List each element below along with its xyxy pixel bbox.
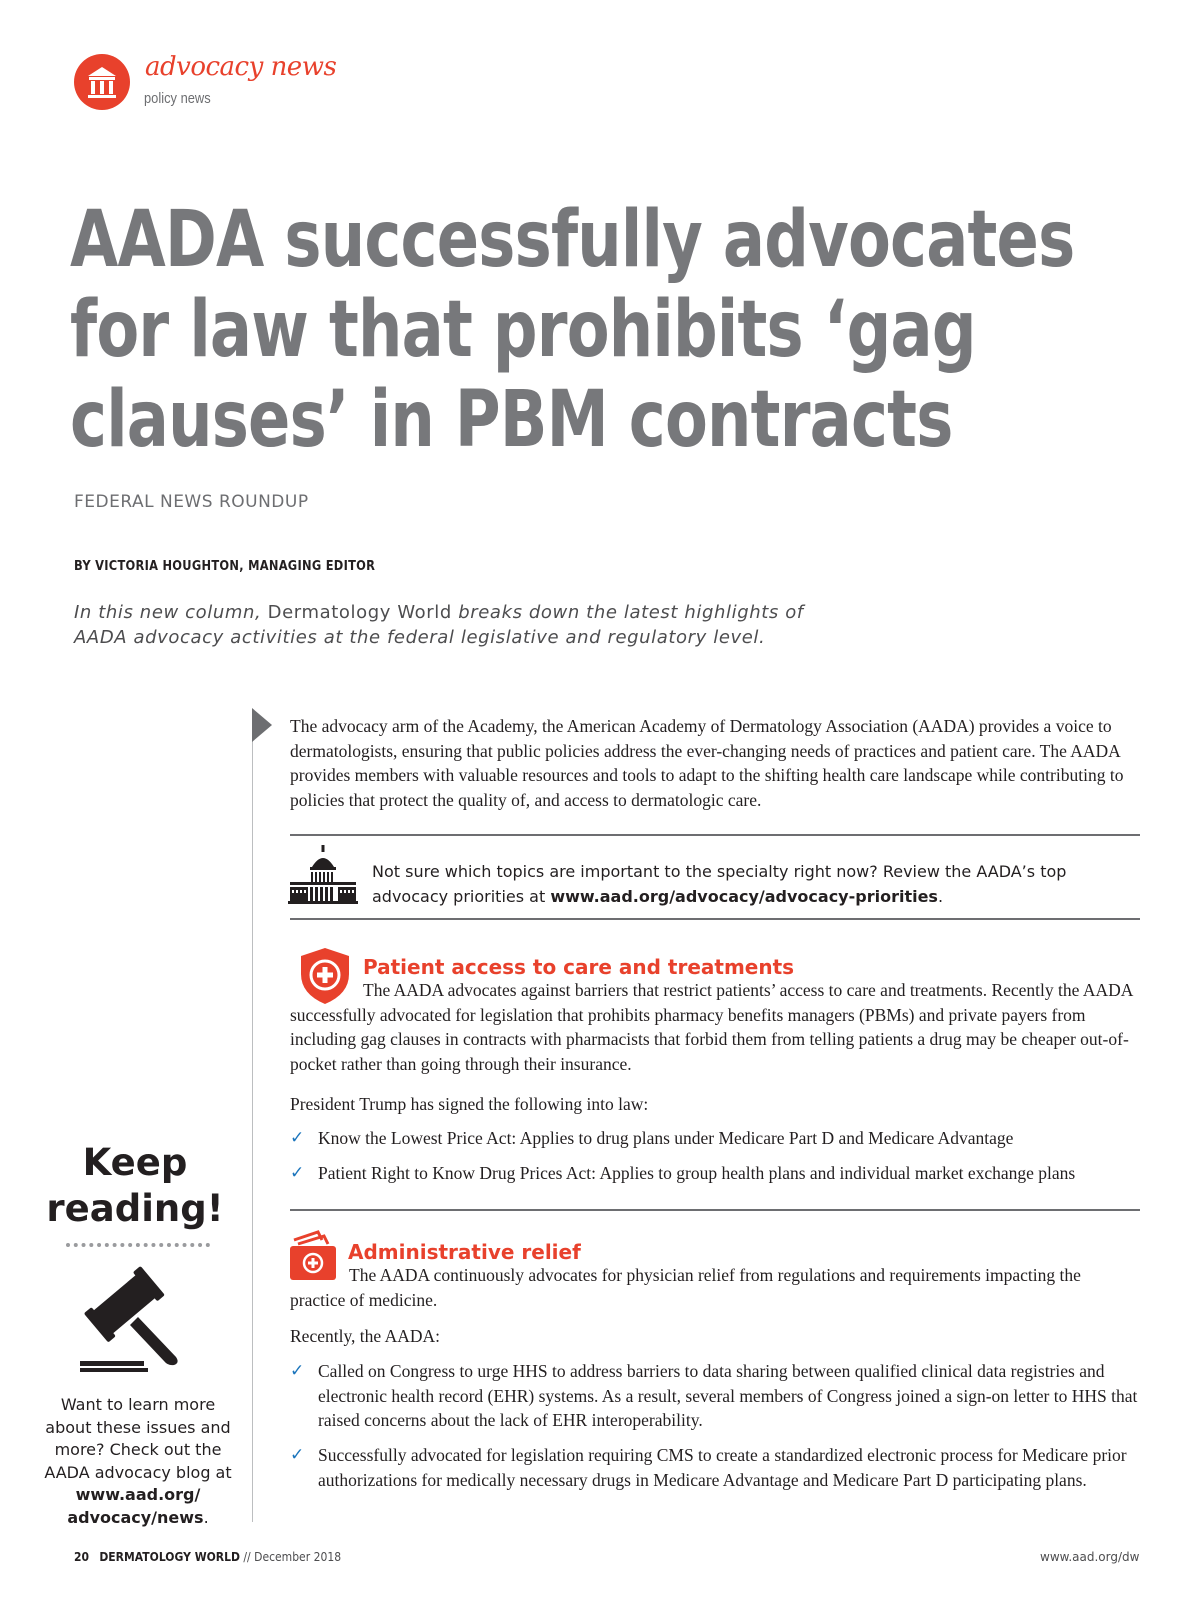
sidebar-body: Want to learn more about these issues and more? Check out the AADA advocacy blog at (44, 1395, 232, 1482)
list-item (290, 1359, 1140, 1433)
list-item-text: Know the Lowest Price Act: Applies to drug plans under Medicare Part D and Medicare Advantage (318, 1128, 1014, 1148)
byline: BY VICTORIA HOUGHTON, MANAGING EDITOR (74, 559, 376, 574)
divider-rule (290, 1209, 1140, 1211)
sidebar-title-line-1: Keep (82, 1141, 188, 1184)
sidebar-title-line-2: reading! (46, 1187, 224, 1230)
list-item (290, 1161, 1140, 1187)
page-number: 20 (74, 1550, 90, 1564)
footer-publication-name: DERMATOLOGY WORLD (99, 1550, 240, 1564)
dek (74, 600, 834, 650)
dek-part-2: breaks down the latest highlights of AADA advocacy activities at the federal legislative and regulatory level. (74, 602, 804, 648)
admin-relief-heading: Administrative relief (348, 1240, 581, 1264)
priorities-link[interactable]: www.aad.org/advocacy/advocacy-priorities (550, 886, 938, 906)
capitol-building-icon (288, 845, 358, 910)
column-divider (252, 714, 253, 1522)
admin-relief-lead: Recently, the AADA: (290, 1326, 441, 1346)
dek-part-1: In this new column, (74, 602, 262, 623)
intro-paragraph: The advocacy arm of the Academy, the American Academy of Dermatology Association (AADA) provides a voice to dermatologists, ensuring that public policies address the ever-changing needs of practices and patient care. The AADA provides members with valuable resources and tools to adapt to the shifting health care landscape while contributing to policies that protect the quality of, and access to dermatologic care. (290, 716, 1124, 810)
footer-date: December 2018 (254, 1550, 342, 1564)
divider-rule (290, 918, 1140, 920)
sidebar-title (40, 1140, 230, 1232)
gavel-icon (80, 1265, 200, 1380)
section-title: advocacy news (145, 52, 337, 82)
priorities-end: . (937, 886, 944, 906)
patient-access-heading: Patient access to care and treatments (363, 955, 795, 979)
sidebar-end: . (203, 1507, 209, 1527)
priorities-note (372, 860, 1132, 909)
check-icon: ✓ (290, 1128, 305, 1148)
patient-access-lead: President Trump has signed the following into law: (290, 1094, 649, 1114)
priorities-text: Not sure which topics are important to the specialty right now? Review the AADA’s top advocacy priorities at (372, 862, 1067, 906)
dek-publication: Dermatology World (267, 602, 452, 623)
sidebar-blog-link[interactable]: www.aad.org/ advocacy/news (67, 1485, 204, 1527)
sidebar-text (40, 1394, 236, 1529)
list-item (290, 1126, 1140, 1152)
check-icon: ✓ (290, 1163, 305, 1183)
headline-line-2: for law that prohibits ‘gag (70, 285, 976, 375)
check-icon: ✓ (290, 1361, 305, 1381)
footer-publication (74, 1550, 341, 1564)
kicker: FEDERAL NEWS ROUNDUP (74, 492, 309, 512)
section-subtitle: policy news (144, 90, 211, 107)
headline (70, 195, 1170, 465)
list-item-text: Successfully advocated for legislation requiring CMS to create a standardized electronic process for Medicare prior authorizations for medically necessary drugs in Medicare Advantage and Medicare Part D participating plans. (318, 1445, 1127, 1490)
patient-access-paragraph: The AADA advocates against barriers that restrict patients’ access to care and treatments. Recently the AADA successfully advocated for legislation that prohibits pharmacy benefits managers (PBMs) and private payers from including gag clauses in contracts with pharmacists that forbid them from telling patients a drug may be cheaper out-of-pocket rather than going through their insurance. (290, 980, 1133, 1074)
headline-line-3: clauses’ in PBM contracts (70, 375, 953, 465)
footer-url[interactable]: www.aad.org/dw (1040, 1550, 1140, 1564)
dotted-divider (66, 1243, 210, 1247)
list-item-text: Called on Congress to urge HHS to address barriers to data sharing between qualified clinical data registries and electronic health record (EHR) systems. As a result, several members of Congress joined a sign-on letter to HHS that raised concerns about the lack of EHR interoperability. (318, 1361, 1138, 1430)
admin-relief-paragraph: The AADA continuously advocates for physician relief from regulations and requirements impacting the practice of medicine. (290, 1265, 1081, 1310)
list-item-text: Patient Right to Know Drug Prices Act: Applies to group health plans and individual market exchange plans (318, 1163, 1076, 1183)
footer-separator: // (243, 1550, 251, 1564)
government-building-icon (74, 54, 130, 110)
divider-rule (290, 834, 1140, 836)
arrow-marker-icon (252, 708, 272, 742)
list-item (290, 1443, 1140, 1517)
check-icon: ✓ (290, 1445, 305, 1465)
headline-line-1: AADA successfully advocates (70, 195, 1075, 285)
